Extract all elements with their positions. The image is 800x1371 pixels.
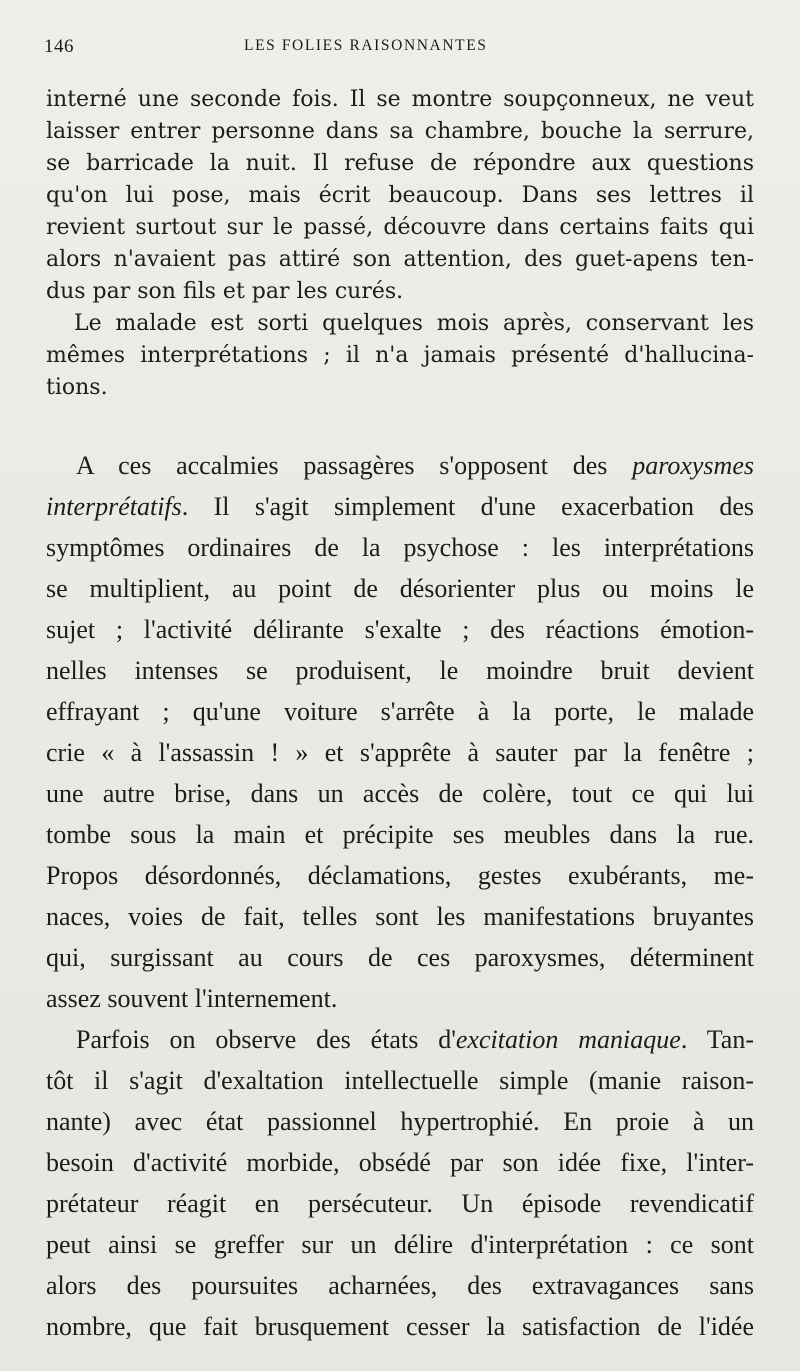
text-line: sujet ; l'activité délirante s'exalte ; des réactions émotion-	[46, 615, 754, 644]
text-line: assez souvent l'internement.	[46, 984, 338, 1013]
emphasis: excitation maniaque	[455, 1025, 681, 1054]
text-line: alors n'avaient pas attiré son attention, des guet-apens ten-	[46, 247, 754, 272]
text-line: Le malade est sorti quelques mois après, conservant les	[74, 311, 754, 336]
text-line: tombe sous la main et précipite ses meubles dans la rue.	[46, 820, 754, 849]
text-line: peut ainsi se greffer sur un délire d'interprétation : ce sont	[46, 1230, 754, 1259]
text-line: qui, surgissant au cours de ces paroxysmes, déterminent	[46, 943, 754, 972]
text-line: interprétatifs. Il s'agit simplement d'une exacerbation des	[46, 492, 754, 521]
text-line: nombre, que fait brusquement cesser la satisfaction de l'idée	[46, 1312, 754, 1341]
text-line: tôt il s'agit d'exaltation intellectuelle simple (manie raison-	[46, 1066, 754, 1095]
page-number: 146	[44, 36, 74, 57]
text-line: nelles intenses se produisent, le moindre bruit devient	[46, 656, 754, 685]
text-line: revient surtout sur le passé, découvre dans certains faits qui	[46, 215, 754, 240]
text-line: prétateur réagit en persécuteur. Un épisode revendicatif	[46, 1189, 754, 1218]
text-line: Propos désordonnés, déclamations, gestes exubérants, me-	[46, 861, 754, 890]
text-line: interné une seconde fois. Il se montre soupçonneux, ne veut	[46, 87, 754, 112]
text-line: naces, voies de fait, telles sont les manifestations bruyantes	[46, 902, 754, 931]
text-line: crie « à l'assassin ! » et s'apprête à sauter par la fenêtre ;	[46, 738, 754, 767]
page-header	[44, 36, 756, 60]
text-line: mêmes interprétations ; il n'a jamais présenté d'hallucina-	[46, 343, 754, 368]
running-title: LES FOLIES RAISONNANTES	[244, 37, 488, 54]
text-line: symptômes ordinaires de la psychose : les interprétations	[46, 533, 754, 562]
emphasis: interprétatifs	[46, 492, 182, 521]
text-line: qu'on lui pose, mais écrit beaucoup. Dans ses lettres il	[46, 183, 754, 208]
text-line: se barricade la nuit. Il refuse de répondre aux questions	[46, 151, 754, 176]
text-line: Parfois on observe des états d'excitation maniaque. Tan-	[76, 1025, 754, 1054]
text-line: A ces accalmies passagères s'opposent des paroxysmes	[76, 451, 754, 480]
text-line: se multiplient, au point de désorienter plus ou moins le	[46, 574, 754, 603]
text-line: nante) avec état passionnel hypertrophié. En proie à un	[46, 1107, 754, 1136]
text-line: une autre brise, dans un accès de colère, tout ce qui lui	[46, 779, 754, 808]
text-line: tions.	[46, 375, 108, 400]
text-line: laisser entrer personne dans sa chambre, bouche la serrure,	[46, 119, 754, 144]
text-line: alors des poursuites acharnées, des extravagances sans	[46, 1271, 754, 1300]
emphasis: paroxysmes	[632, 451, 754, 480]
text-line: besoin d'activité morbide, obsédé par son idée fixe, l'inter-	[46, 1148, 754, 1177]
text-line: dus par son fils et par les curés.	[46, 279, 404, 304]
text-line: effrayant ; qu'une voiture s'arrête à la porte, le malade	[46, 697, 754, 726]
